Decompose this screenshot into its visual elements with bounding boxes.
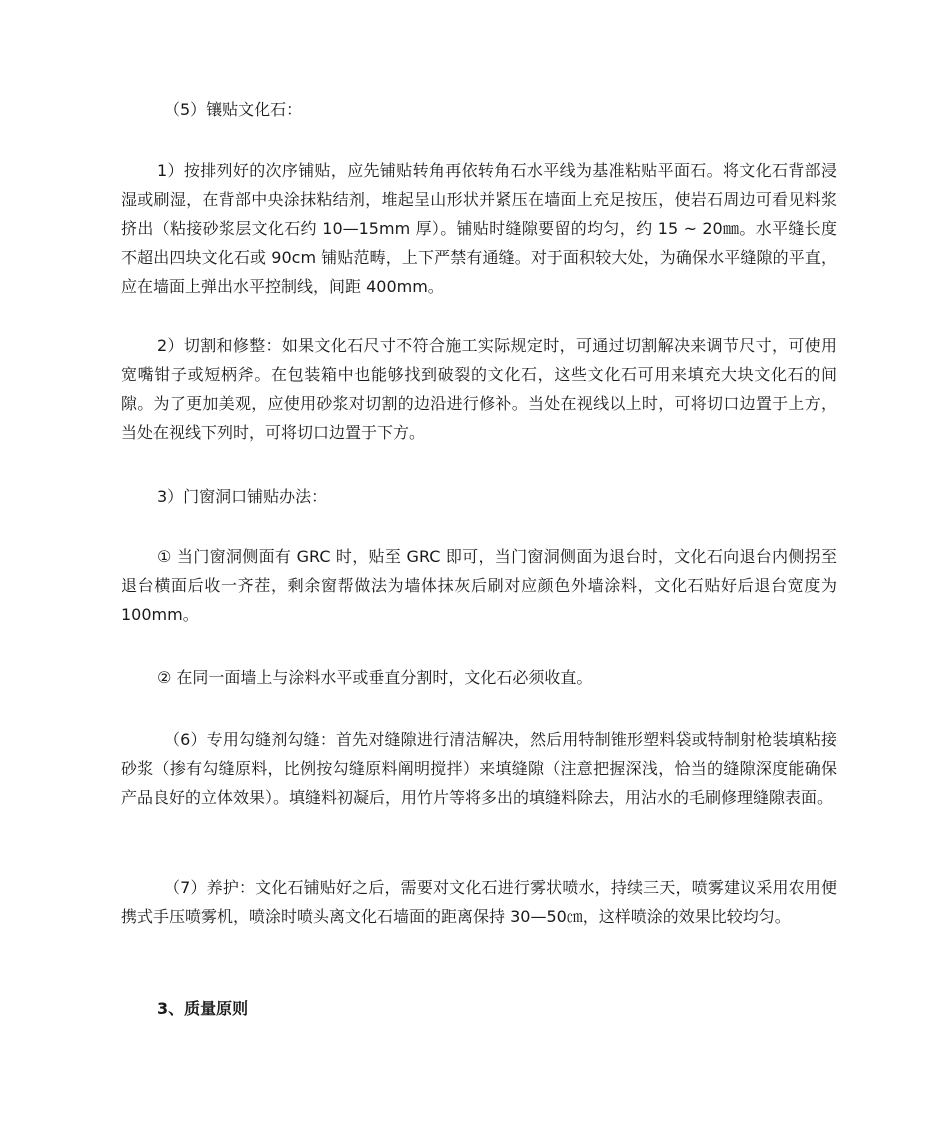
paragraph-5-3-a: ① 当门窗洞侧面有 GRC 时，贴至 GRC 即可，当门窗洞侧面为退台时，文化石向退台内侧拐至退台横面后收一齐茬，剩余窗帮做法为墙体抹灰后刷对应颜色外墙涂料，文化石贴好后退台宽度为 100mm。 [121,547,837,624]
section-6: （6）专用勾缝剂勾缝：首先对缝隙进行清洁解决，然后用特制锥形塑料袋或特制射枪装填粘接砂浆（掺有勾缝原料，比例按勾缝原料阐明搅拌）来填缝隙（注意把握深浅，恰当的缝隙深度能确保产品良好的立体效果）。填缝料初凝后，用竹片等将多出的填缝料除去，用沾水的毛刷修理缝隙表面。 [121,730,837,807]
paragraph-5-2: 2）切割和修整：如果文化石尺寸不符合施工实际规定时，可通过切割解决来调节尺寸，可使用宽嘴钳子或短柄斧。在包装箱中也能够找到破裂的文化石，这些文化石可用来填充大块文化石的间隙。为了更加美观，应使用砂浆对切割的边沿进行修补。当处在视线以上时，可将切口边置于上方，当处在视线下列时，可将切口边置于下方。 [121,336,837,442]
paragraph-5-1: 1）按排列好的次序铺贴，应先铺贴转角再依转角石水平线为基准粘贴平面石。将文化石背部浸湿或刷湿，在背部中央涂抹粘结剂，堆起呈山形状并紧压在墙面上充足按压，使岩石周边可看见料浆挤出（粘接砂浆层文化石约 10—15mm 厚）。铺贴时缝隙要留的均匀，约 15 ~ 20㎜。水平缝长度不超出四块文化石或 90cm 铺贴范畴，上下严禁有通缝。对于面积较大处，为确保水平缝隙的平直，应在墙面上弹出水平控制线，间距 400mm。 [121,161,837,296]
section-3-heading: 3、质量原则 [157,999,249,1018]
section-7: （7）养护：文化石铺贴好之后，需要对文化石进行雾状喷水，持续三天，喷雾建议采用农用便携式手压喷雾机，喷涂时喷头离文化石墙面的距离保持 30—50㎝，这样喷涂的效果比较均匀。 [121,878,837,926]
paragraph-5-3-title: 3）门窗洞口铺贴办法： [157,487,328,506]
paragraph-5-3-b: ② 在同一面墙上与涂料水平或垂直分割时，文化石必须收直。 [157,668,593,687]
section-5-title: （5）镶贴文化石： [164,100,303,119]
